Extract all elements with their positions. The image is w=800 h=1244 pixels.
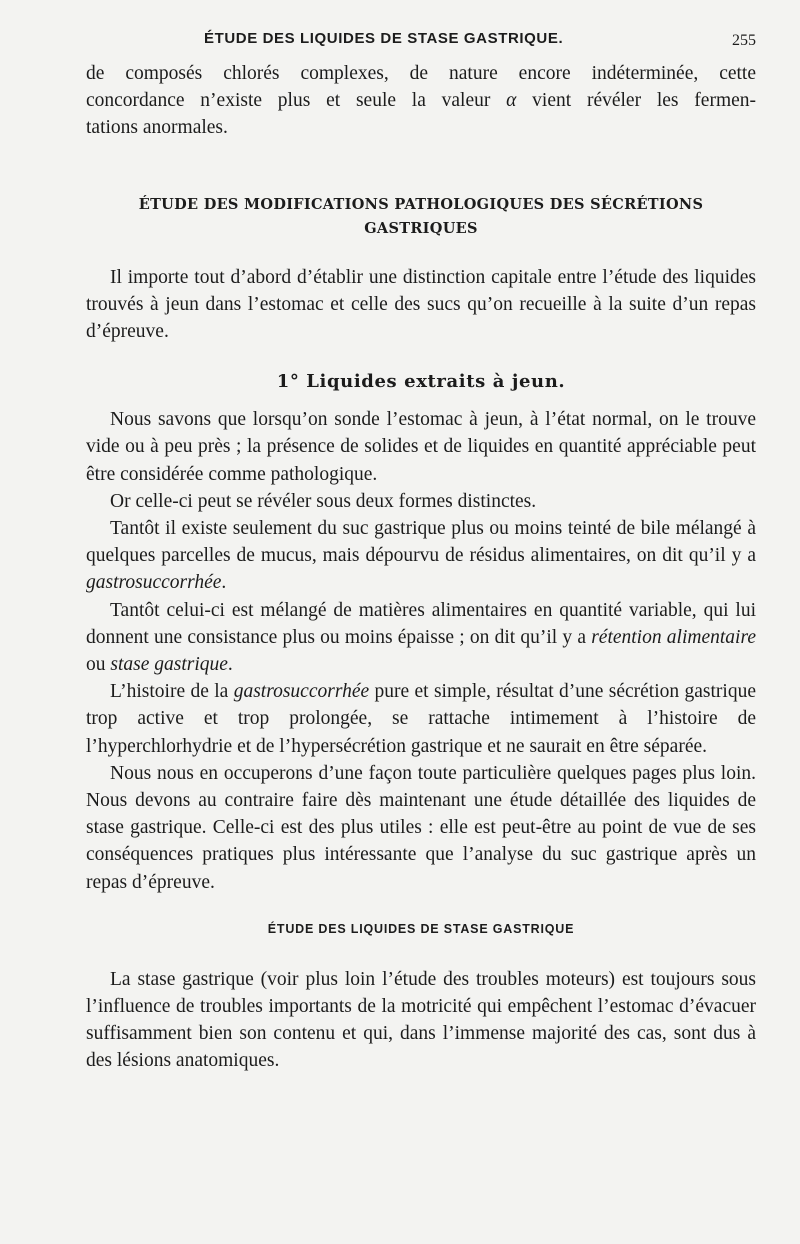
alpha-symbol: α	[506, 90, 517, 112]
paragraph-distinction: Il importe tout d’abord d’établir une distinction capitale entre l’étude des liquides trouvés à jeun dans l’estomac et celle des sucs qu’on recueille à la suite d’un repas d’épreuve.	[86, 266, 756, 343]
subheading-liquides-a-jeun: 1° Liquides extraits à jeun.	[276, 371, 566, 393]
paragraph-etude-detaillee: Nous nous en occuperons d’une façon toute particulière quelques pages plus loin. Nous devons au contraire faire dès maintenant une étude détaillée des liquides de stase gastrique. Celle-ci est des plus utiles : elle est peut-être au point de vue de ses conséquences pratiques plus intéressante que l’analyse du suc gastrique après un repas d’épreuve.	[86, 762, 756, 893]
running-head	[86, 30, 756, 54]
paragraph-text: .	[221, 572, 227, 594]
paragraph-text: Tantôt celui-ci est mélangé de matières alimentaires en quantité variable, qui lui donnent une consistance plus ou moins épaisse ; on dit qu’il y a	[86, 599, 756, 648]
section-heading-stase: ÉTUDE DES LIQUIDES DE STASE GASTRIQUE	[267, 921, 575, 936]
paragraph-continuation	[86, 60, 756, 142]
paragraph-stase-gastrique: La stase gastrique (voir plus loin l’étude des troubles moteurs) est toujours sous l’influence de troubles importants de la motricité qui empêchent l’estomac d’évacuer suffisamment bien son contenu et qui, dans l’immense majorité des cas, sont dus à des lésions anatomiques.	[86, 968, 756, 1072]
paragraph-text: .	[227, 654, 233, 676]
paragraph-line: de composés chlorés complexes, de nature encore indéterminée, cette	[86, 63, 756, 84]
paragraph-line	[86, 87, 756, 114]
italic-term: rétention alimentaire	[591, 626, 756, 648]
paragraph-line: tations anormales.	[86, 117, 228, 139]
running-title: ÉTUDE DES LIQUIDES DE STASE GASTRIQUE.	[204, 30, 564, 47]
italic-term: gastrosuccorrhée	[86, 572, 222, 594]
section-heading-line: GASTRIQUES	[364, 219, 478, 237]
paragraph-text: L’histoire de la	[110, 681, 234, 703]
paragraph-retention	[86, 597, 756, 679]
paragraph-deux-formes: Or celle-ci peut se révéler sous deux formes distinctes.	[110, 490, 537, 512]
paragraph-estomac-vide: Nous savons que lorsqu’on sonde l’estomac à jeun, à l’état normal, on le trouve vide ou à peu près ; la présence de solides et de liquides en quantité appréciable peut être considérée comme pathologique.	[86, 409, 756, 485]
paragraph-text: vient révéler les fermen-	[516, 90, 757, 112]
section-heading	[86, 193, 756, 241]
italic-term: stase gastrique	[110, 654, 228, 676]
paragraph-gastrosuccorrhee	[86, 515, 756, 597]
paragraph-histoire	[86, 678, 756, 760]
page-number: 255	[732, 32, 756, 49]
paragraph-text: ou	[86, 654, 111, 676]
body-text	[86, 60, 756, 1075]
paragraph-text: pure et simple, résultat d’une sécrétion gastrique trop active et trop prolongée, se rattache intimement à l’histoire de l’hyperchlorhydrie et de l’hypersécrétion gastrique et ne saurait en être séparée.	[86, 681, 756, 757]
paragraph-text: Tantôt il existe seulement du suc gastrique plus ou moins teinté de bile mélangé à quelques parcelles de mucus, mais dépourvu de résidus alimentaires, on dit qu’il y a	[86, 518, 756, 567]
section-heading-line: ÉTUDE DES MODIFICATIONS PATHOLOGIQUES DES SÉCRÉTIONS	[138, 195, 704, 213]
italic-term: gastrosuccorrhée	[233, 681, 370, 703]
paragraph-text: concordance n’existe plus et seule la valeur	[86, 90, 507, 112]
